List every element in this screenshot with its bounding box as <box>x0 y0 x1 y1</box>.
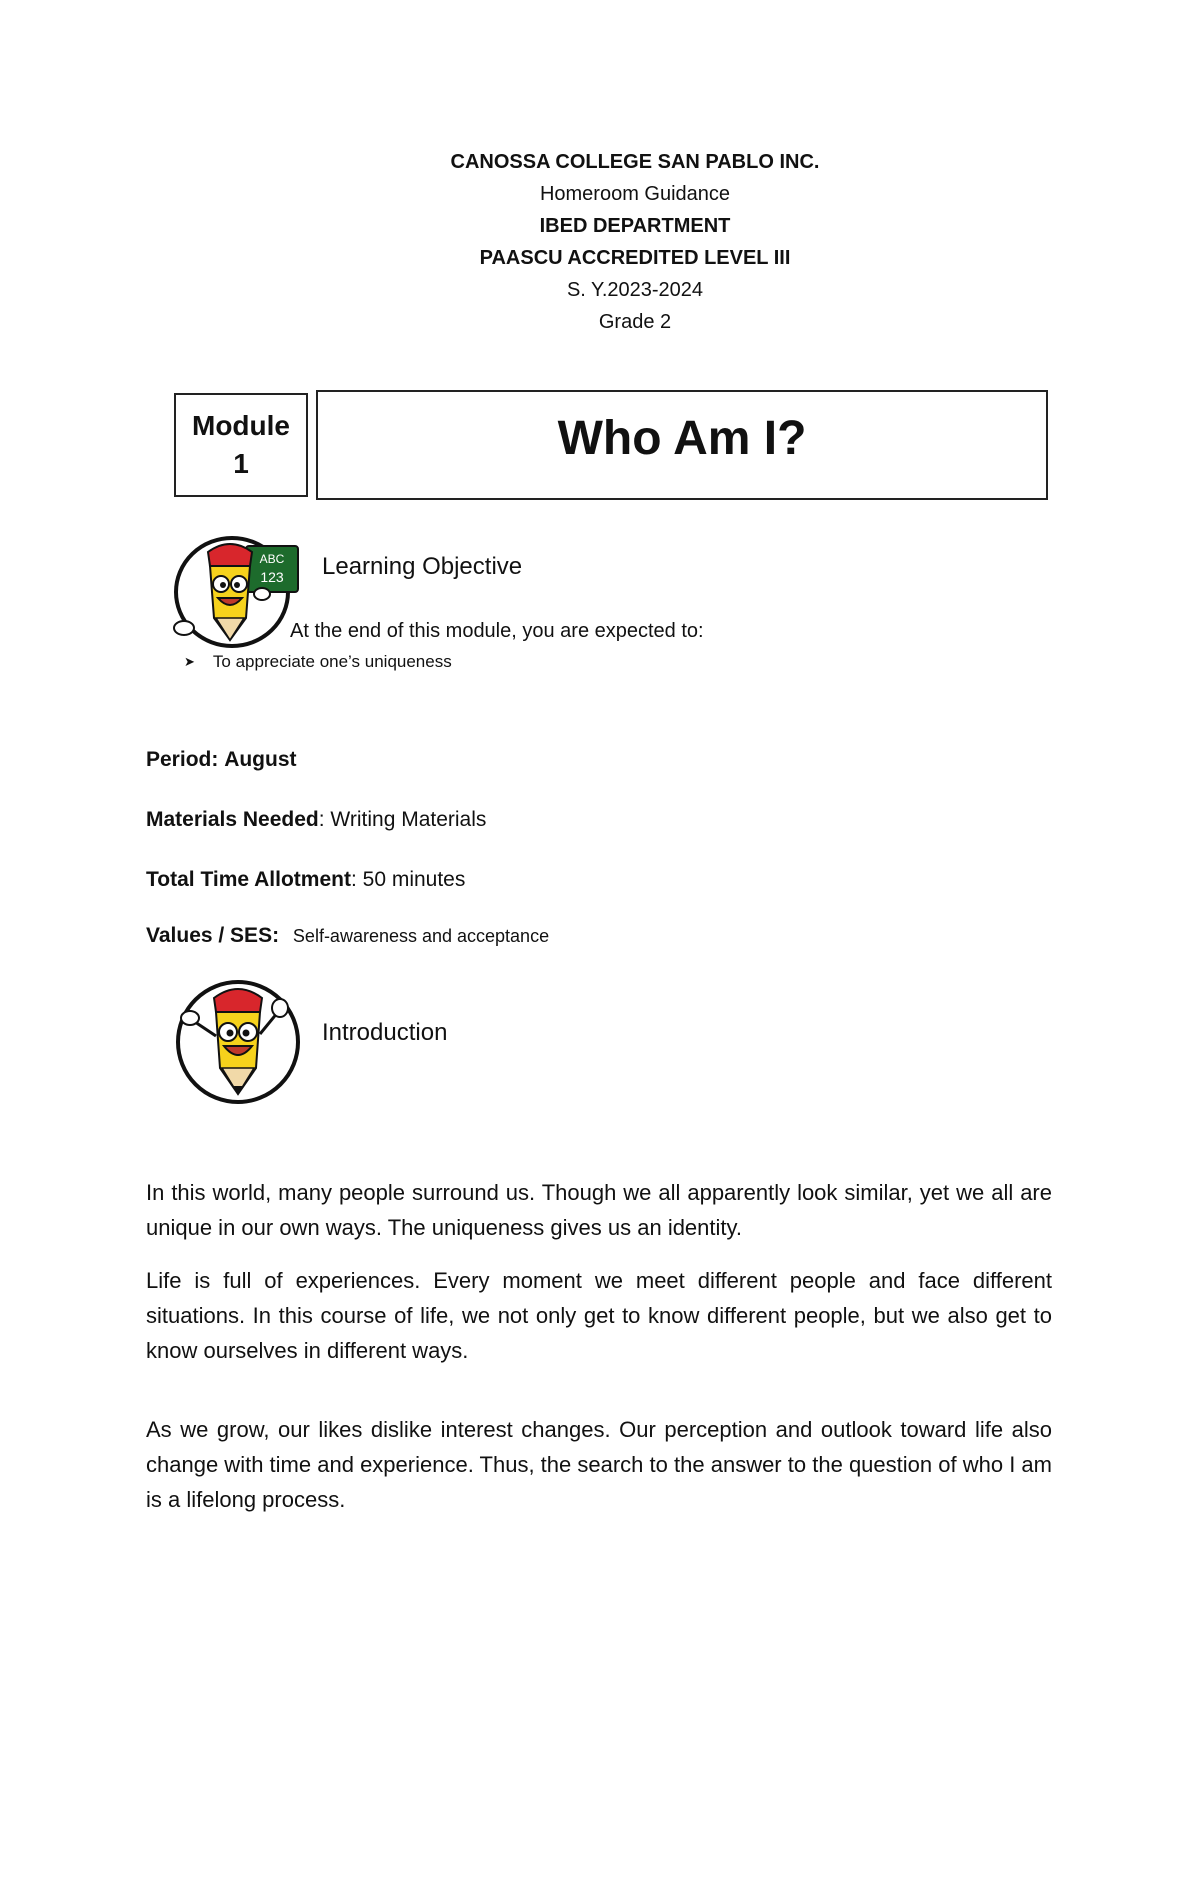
module-title-box <box>316 390 1048 500</box>
period-label: Period: <box>146 748 219 771</box>
board-text-bottom: 123 <box>260 569 284 585</box>
values-row <box>146 924 549 948</box>
objective-intro: At the end of this module, you are expected to: <box>290 620 704 642</box>
materials-value: : Writing Materials <box>318 808 487 831</box>
arrow-bullet-icon: ➤ <box>184 654 195 669</box>
values-value: Self-awareness and acceptance <box>292 926 550 946</box>
school-name: CANOSSA COLLEGE SAN PABLO INC. <box>450 151 820 173</box>
subject-name: Homeroom Guidance <box>539 183 731 205</box>
module-title: Who Am I? <box>557 411 807 465</box>
school-year: S. Y.2023-2024 <box>566 279 704 301</box>
learning-objective-heading: Learning Objective <box>322 553 523 580</box>
grade-level: Grade 2 <box>598 311 672 333</box>
materials-row <box>146 808 486 832</box>
pencil-mascot-icon <box>170 976 306 1106</box>
time-row <box>146 868 465 892</box>
module-number: 1 <box>233 448 249 479</box>
module-label: Module <box>192 410 290 441</box>
module-number-box <box>174 393 308 497</box>
time-value: : 50 minutes <box>350 868 466 891</box>
intro-paragraph-2: Life is full of experiences. Every moment we meet different people and face different situations. In this course of life, we not only get to know different people, but we also get to know ourselves in different ways. <box>146 1268 1052 1363</box>
document-header <box>0 146 1200 338</box>
time-label: Total Time Allotment <box>146 868 351 891</box>
objective-text: To appreciate one’s uniqueness <box>212 652 452 671</box>
period-value: August <box>224 748 297 771</box>
introduction-heading: Introduction <box>322 1019 448 1046</box>
values-label: Values / SES: <box>146 924 280 947</box>
period-row <box>146 748 297 772</box>
department-name: IBED DEPARTMENT <box>539 215 731 237</box>
intro-paragraph-3: As we grow, our likes dislike interest changes. Our perception and outlook toward life also change with time and experience. Thus, the search to the answer to the question of who I am is a lifelong process. <box>146 1417 1052 1512</box>
pencil-board-mascot-icon <box>170 532 306 650</box>
board-text-top: ABC <box>259 552 285 566</box>
materials-label: Materials Needed <box>146 808 319 831</box>
objective-list-item <box>184 652 452 672</box>
accreditation: PAASCU ACCREDITED LEVEL III <box>479 247 791 269</box>
intro-paragraph-1: In this world, many people surround us. Though we all apparently look similar, yet we all are unique in our own ways. The uniqueness gives us an identity. <box>146 1180 1052 1240</box>
